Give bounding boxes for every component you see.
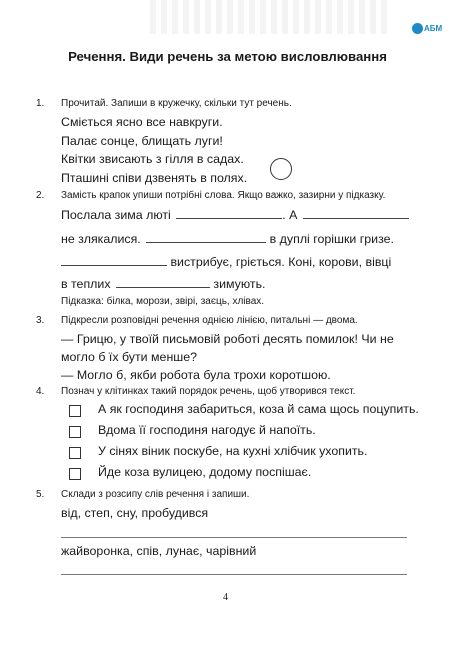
exercise-1-line: Пташині співи дзвенять в полях.	[61, 171, 248, 185]
exercise-5-words-2: жайворонка, спів, лунає, чарівний	[61, 544, 257, 558]
fill-blank[interactable]	[176, 207, 282, 219]
page-title: Речення. Види речень за метою висловлювання	[68, 49, 387, 64]
exercise-3-line: — Могло б, якби робота була трохи коротшою.	[61, 368, 331, 382]
answer-line[interactable]	[61, 574, 407, 575]
publisher-logo	[412, 20, 442, 36]
text-segment: вистрибує, гріється. Коні, корови, вівці	[170, 255, 392, 269]
exercise-4-instruction: Познач у клітинках такий порядок речень, щоб утворився текст.	[61, 386, 356, 397]
exercise-2-line-2	[61, 231, 394, 246]
exercise-4-sentence: Вдома її господиня нагодує й напоїть.	[98, 423, 316, 437]
sentence-count-circle[interactable]	[270, 158, 292, 180]
fill-blank[interactable]	[303, 207, 409, 219]
exercise-3-number: 3.	[36, 315, 45, 326]
text-segment: в теплих	[61, 277, 111, 291]
text-segment: в дуплі горішки гризе.	[269, 232, 394, 246]
text-segment: Послала зима люті	[61, 208, 171, 222]
exercise-2-line-3	[61, 254, 391, 269]
logo-text: АБМ	[424, 23, 443, 33]
exercise-4-number: 4.	[36, 386, 45, 397]
bleed-through-text	[150, 0, 390, 34]
exercise-3-instruction: Підкресли розповідні речення однією лінією, питальні — двома.	[61, 315, 358, 326]
order-checkbox[interactable]	[69, 405, 81, 417]
exercise-5-number: 5.	[36, 489, 45, 500]
text-segment: зимують.	[213, 277, 266, 291]
exercise-1-line: Квітки звисають з гілля в садах.	[61, 152, 244, 166]
exercise-2-line-4	[61, 276, 265, 291]
logo-icon	[412, 23, 423, 34]
exercise-2-instruction: Замість крапок упиши потрібні слова. Якщо важко, зазирни у підказку.	[61, 190, 386, 201]
exercise-5-instruction: Склади з розсипу слів речення і запиши.	[61, 489, 250, 500]
exercise-5-words-1: від, степ, сну, пробудився	[61, 506, 209, 520]
exercise-1-instruction: Прочитай. Запиши в кружечку, скільки тут речень.	[61, 98, 292, 109]
fill-blank[interactable]	[61, 254, 167, 266]
exercise-1-number: 1.	[36, 98, 45, 109]
fill-blank[interactable]	[116, 276, 210, 288]
order-checkbox[interactable]	[69, 426, 81, 438]
exercise-4-sentence: А як господиня забариться, коза й сама щось поцупить.	[98, 402, 419, 416]
order-checkbox[interactable]	[69, 447, 81, 459]
exercise-1-line: Сміється ясно все навкруги.	[61, 115, 223, 129]
exercise-2-number: 2.	[36, 190, 45, 201]
order-checkbox[interactable]	[69, 468, 81, 480]
fill-blank[interactable]	[146, 231, 266, 243]
page-number: 4	[223, 592, 228, 603]
answer-line[interactable]	[61, 537, 407, 538]
exercise-4-sentence: У сінях віник поскубе, на кухні хлібчик ухопить.	[98, 444, 368, 458]
exercise-3-line: — Грицю, у твоїй письмовій роботі десять помилок! Чи не	[61, 332, 394, 346]
exercise-3-line: могло б їх бути менше?	[61, 350, 198, 364]
exercise-2-line-1	[61, 207, 409, 222]
exercise-4-sentence: Йде коза вулицею, додому поспішає.	[98, 465, 312, 479]
text-segment: не злякалися.	[61, 232, 141, 246]
text-segment: . А	[282, 208, 298, 222]
exercise-2-hint: Підказка: білка, морози, звірі, заєць, хлівах.	[61, 296, 265, 307]
exercise-1-line: Палає сонце, блищать луги!	[61, 134, 223, 148]
